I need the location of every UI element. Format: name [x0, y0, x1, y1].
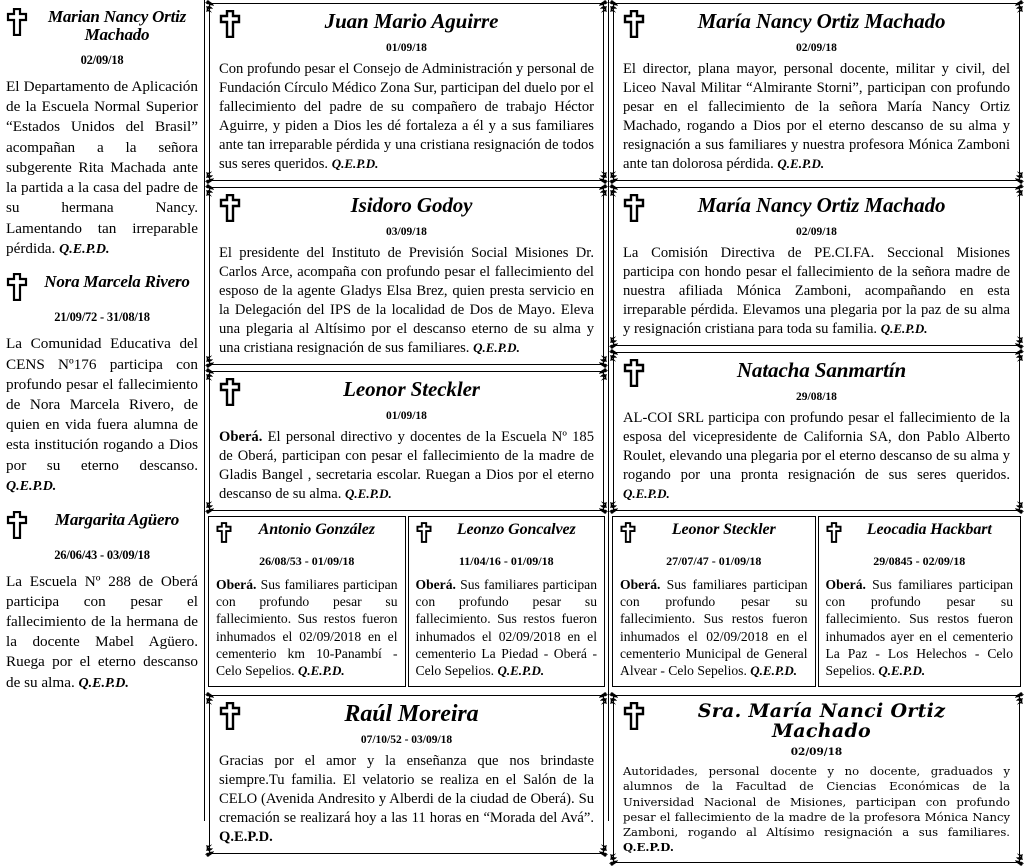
notice-header: [6, 269, 198, 301]
cross-icon: [826, 522, 846, 543]
notice-text: El director, plana mayor, personal docente, militar y civil, del Liceo Naval Militar “Almirante Storni”, participan con profundo pesar en el fallecimiento de la señora María Nancy Ortiz Machado, rogando a Dios por el eterno descanso de su alma y resignación a sus familiares y nuestra profesora Mónica Zamboni ante tan dolorosa pérdida.: [623, 61, 1010, 172]
right-column: [609, 0, 1024, 855]
notice-text: Con profundo pesar el Consejo de Administración y personal de Fundación Círculo Médico Zona Sur, participan del duelo por el fallecimiento del padre de su compañero de trabajo Héctor Aguirre, y piden a Dios les dé fortaleza a él y a sus familiares ante tan irreparable pérdida y una cristiana resignación de todos sus seres queridos.: [219, 61, 594, 172]
notice-body: [623, 409, 1010, 504]
obituary-notice: [408, 516, 606, 688]
obituary-notice: [613, 695, 1020, 863]
notice-body: [623, 60, 1010, 174]
deceased-name: Antonio González: [258, 520, 375, 538]
obituary-notice: [818, 516, 1022, 688]
notice-body: [216, 576, 398, 681]
notice-date: 03/09/18: [386, 225, 427, 238]
obituary-notice: [613, 187, 1020, 346]
notice-body: [219, 428, 594, 504]
notice-body: [623, 244, 1010, 339]
notice-date: 11/04/16 - 01/09/18: [458, 553, 554, 568]
notice-date: 01/09/18: [386, 409, 427, 422]
notice-text: Autoridades, personal docente y no docente, graduados y alumnos de la Facultad de Ciencias Económicas de la Universidad Nacional de Misiones, participan con profundo pesar el fallecimiento de la madre de la profesora Mónica Nancy Zamboni, rogando al Altísimo resignación a sus familiares.: [623, 763, 1010, 840]
notice-body: [219, 752, 594, 847]
notice-header: [416, 522, 598, 548]
obituary-notice: [209, 371, 604, 511]
notice-body: [6, 77, 198, 259]
notice-text: Sus familiares participan con profundo pesar su fallecimiento. Sus restos fueron inhumados el 02/09/2018 en el cementerio Municipal de General Alvear - Celo Sepelios.: [620, 576, 808, 679]
cross-icon: [623, 702, 647, 730]
qepd-label: Q.E.P.D.: [59, 241, 110, 257]
notice-body: [6, 572, 198, 694]
cross-icon: [623, 10, 647, 38]
qepd-label: Q.E.P.D.: [331, 155, 379, 171]
notice-header: [623, 194, 1010, 222]
notice-date: 02/09/18: [790, 745, 843, 758]
notice-header: [219, 378, 594, 406]
obituary-notice: [6, 4, 198, 259]
qepd-label: Q.E.P.D.: [78, 675, 129, 691]
cross-icon: [219, 378, 243, 406]
notice-text: Sus familiares participan con profundo pesar su fallecimiento. Sus restos fueron inhumados el 02/09/2018 en el cementerio La Piedad - Oberá - Celo Sepelios.: [415, 576, 597, 679]
obituary-notice: [208, 516, 406, 688]
obituary-notice: [613, 3, 1020, 181]
cross-icon: [6, 8, 30, 36]
notice-body: [219, 244, 594, 358]
notice-header: [6, 507, 198, 539]
notice-pair-row: [611, 514, 1022, 690]
cross-icon: [219, 702, 243, 730]
notice-header: [623, 359, 1010, 387]
notice-pair-row: [207, 514, 606, 690]
notice-date: 02/09/18: [796, 225, 837, 238]
cross-icon: [219, 10, 243, 38]
notice-date: 27/07/47 - 01/09/18: [666, 553, 762, 568]
qepd-label: Q.E.P.D.: [623, 840, 674, 855]
deceased-name: Leocadia Hackbart: [866, 520, 992, 538]
notice-text: El presidente del Instituto de Previsión Social Misiones Dr. Carlos Arce, acompaña con profundo pesar el fallecimiento del esposo de la agente Gladys Elsa Brez, quien presta servicio en la Delegación del IPS de la localidad de Dos de Mayo. Eleva una plegaria al Altísimo por el descanso eterno de su alma y una cristiana resignación de sus familiares.: [219, 244, 594, 356]
notice-text: La Comunidad Educativa del CENS Nº176 participa con profundo pesar el fallecimiento de Nora Marcela Rivero, de quien en vida fuera alumna de esta institución rogando a Dios por su eterno descanso.: [6, 335, 198, 474]
deceased-name: María Nancy Ortiz Machado: [697, 192, 946, 217]
notice-text: El personal directivo y docentes de la Escuela Nº 185 de Oberá, participan con pesar el fallecimiento de la madre de Gladis Bangel , secretaria escolar. Ruegan a Dios por el eterno descanso de su alma.: [219, 428, 594, 502]
obituary-notice: [6, 269, 198, 496]
qepd-label: Q.E.P.D.: [497, 663, 545, 679]
notice-body: [620, 576, 808, 681]
deceased-name: Leonzo Goncalvez: [456, 520, 576, 538]
middle-column: [205, 0, 609, 845]
notice-date: 29/08/18: [796, 390, 837, 403]
notice-lead: Oberá.: [620, 576, 661, 592]
qepd-label: Q.E.P.D.: [623, 485, 670, 501]
qepd-label: Q.E.P.D.: [750, 663, 797, 679]
notice-date: 07/10/52 - 03/09/18: [360, 734, 453, 747]
notice-date: 02/09/18: [796, 42, 837, 54]
notice-date: 26/06/43 - 03/09/18: [54, 547, 150, 562]
notice-header: [826, 522, 1014, 548]
deceased-name: Raúl Moreira: [344, 701, 479, 728]
notice-header: [219, 10, 594, 38]
notice-header: [623, 10, 1010, 38]
notice-lead: Oberá.: [216, 576, 257, 592]
left-column: [0, 0, 205, 821]
notice-lead: Oberá.: [415, 576, 456, 592]
qepd-label: Q.E.P.D.: [880, 320, 928, 336]
notice-body: [416, 576, 598, 681]
deceased-name: Isidoro Godoy: [350, 192, 473, 217]
notice-date: 26/08/53 - 01/09/18: [259, 553, 355, 568]
qepd-label: Q.E.P.D.: [878, 663, 926, 679]
notice-header: [216, 522, 398, 548]
cross-icon: [216, 522, 236, 543]
deceased-name: Leonor Steckler: [343, 376, 480, 401]
deceased-name: Marian Nancy Ortiz Machado: [47, 7, 187, 45]
notice-text: El Departamento de Aplicación de la Escuela Normal Superior “Estados Unidos del Brasil” acompañan a la señora subgerente Rita Machada ante la partida a la casa del padre de su hermana Nancy. Lamentando tan irreparable pérdida.: [6, 78, 198, 257]
cross-icon: [6, 511, 30, 539]
deceased-name: Natacha Sanmartín: [736, 357, 907, 382]
cross-icon: [416, 522, 436, 543]
deceased-name: Margarita Agüero: [54, 509, 180, 529]
notice-lead: Oberá.: [825, 576, 866, 592]
notice-body: [826, 576, 1014, 681]
notice-text: La Comisión Directiva de PE.CI.FA. Seccional Misiones participa con hondo pesar el fallecimiento de la señora madre de nuestra afiliada Mónica Zamboni, acompañando en esta irreparable pérdida. Elevamos una plegaria por la paz de su alma y resignación cristiana para toda su familia.: [623, 244, 1010, 337]
notice-header: [219, 702, 594, 730]
notice-header: [219, 194, 594, 222]
notice-date: 21/09/72 - 31/08/18: [54, 310, 150, 325]
qepd-label: Q.E.P.D.: [219, 828, 273, 845]
qepd-label: Q.E.P.D.: [777, 155, 825, 171]
notice-date: 01/09/18: [386, 42, 427, 54]
notice-header: [6, 4, 198, 44]
qepd-label: Q.E.P.D.: [297, 663, 345, 679]
notice-text: La Escuela Nº 288 de Oberá participa con pesar el fallecimiento de la hermana de la docente Mabel Agüero. Ruega por el eterno descanso de su alma.: [6, 572, 198, 691]
obituary-notice: [209, 695, 604, 854]
notice-header: [623, 702, 1010, 742]
notice-lead: Oberá.: [219, 428, 263, 445]
notice-body: [623, 764, 1010, 856]
deceased-name: Nora Marcela Rivero: [44, 272, 190, 292]
cross-icon: [620, 522, 640, 543]
deceased-name: María Nancy Ortiz Machado: [697, 9, 946, 33]
qepd-label: Q.E.P.D.: [6, 478, 57, 494]
notice-text: AL-COI SRL participa con profundo pesar el fallecimiento de la esposa del vicepresidente de California SA, don Pablo Alberto Roulet, elevando una plegaria por el eterno descanso de su alma y rogando por una pronta resignación de sus seres queridos.: [623, 409, 1010, 483]
obituary-notice: [6, 507, 198, 694]
notice-header: [620, 522, 808, 548]
deceased-name: Juan Mario Aguirre: [324, 9, 499, 33]
obituary-notice: [613, 352, 1020, 511]
notice-date: 29/0845 - 02/09/18: [873, 553, 966, 568]
notice-text: Gracias por el amor y la enseñanza que nos brindaste siempre.Tu familia. El velatorio se realiza en el Salón de la CELO (Avenida Andresito y Alberdi de la ciudad de Oberá). Su cremación se realizará hoy a las 11 horas en “Morada del Avá”.: [219, 753, 594, 826]
deceased-name: Sra. María Nanci Ortiz Machado: [697, 700, 946, 743]
obituary-notice: [209, 3, 604, 181]
obituary-notice: [209, 187, 604, 365]
deceased-name: Leonor Steckler: [671, 520, 776, 538]
cross-icon: [219, 194, 243, 222]
cross-icon: [623, 359, 647, 387]
notice-text: Sus familiares participan con profundo pesar su fallecimiento. Sus restos fueron inhumados ayer en el cementerio La Paz - Los Helechos - Celo Sepelios.: [825, 576, 1013, 679]
notice-text: Sus familiares participan con profundo pesar su fallecimiento. Sus restos fueron inhumados el 02/09/2018 en el cementerio km 10-Panambí - Celo Sepelios.: [216, 576, 398, 679]
notice-body: [6, 334, 198, 496]
notice-date: 02/09/18: [80, 53, 124, 68]
notice-body: [219, 60, 594, 174]
cross-icon: [6, 273, 30, 301]
obituary-notice: [612, 516, 816, 688]
qepd-label: Q.E.P.D.: [345, 485, 392, 501]
cross-icon: [623, 194, 647, 222]
qepd-label: Q.E.P.D.: [473, 339, 520, 355]
